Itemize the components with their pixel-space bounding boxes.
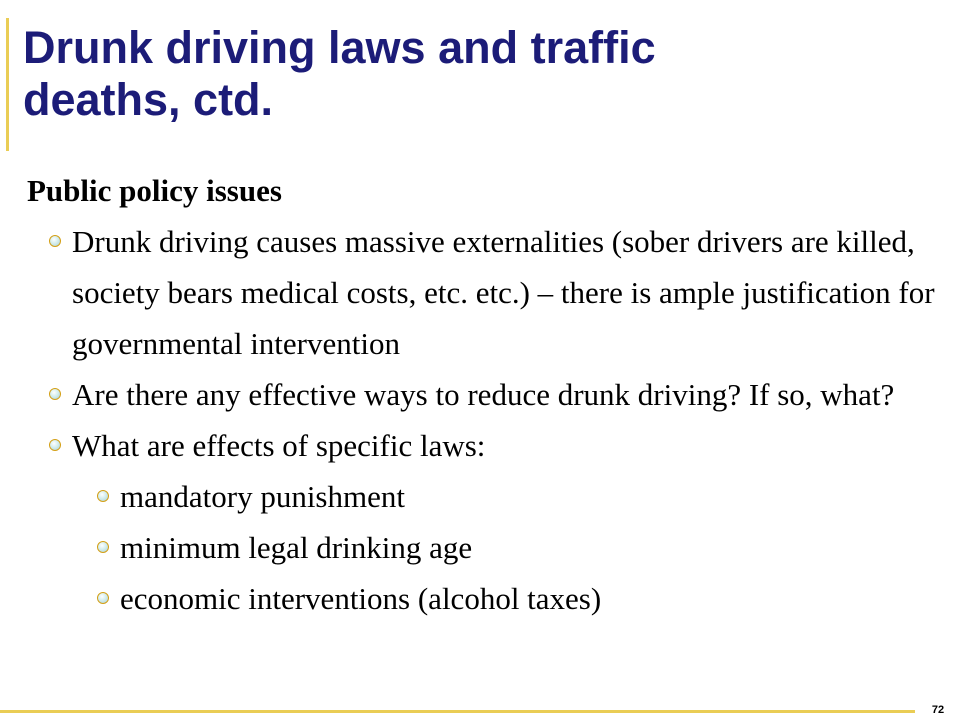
bullet-text: What are effects of specific laws:: [72, 428, 486, 463]
bullet-icon: [97, 490, 109, 502]
bullet-icon: [97, 592, 109, 604]
section-heading: Public policy issues: [27, 173, 282, 208]
bullet-icon: [49, 235, 61, 247]
bullet-icon: [97, 541, 109, 553]
bullet-icon: [49, 388, 61, 400]
sub-bullet-text: economic interventions (alcohol taxes): [120, 581, 602, 616]
sub-bullet-text: minimum legal drinking age: [120, 530, 473, 565]
bullet-item: [27, 369, 937, 420]
title-accent-bar: [6, 18, 9, 151]
bullet-text: Are there any effective ways to reduce drunk driving? If so, what?: [72, 377, 895, 412]
page-number: 72: [931, 704, 945, 716]
sub-bullet-item: [27, 522, 937, 573]
sub-bullet-item: [27, 471, 937, 522]
bullet-item: [27, 420, 937, 471]
footer-divider: [0, 710, 915, 713]
sub-bullet-item: [27, 573, 937, 624]
sub-bullet-text: mandatory punishment: [120, 479, 405, 514]
bullet-text: Drunk driving causes massive externalities (sober drivers are killed, society bears medical costs, etc. etc.) – there is ample justification for governmental intervention: [72, 224, 935, 361]
slide-title: Drunk driving laws and traffic deaths, ctd.: [23, 22, 656, 125]
bullet-icon: [49, 439, 61, 451]
slide-content: [27, 166, 937, 624]
bullet-item: [27, 216, 937, 369]
